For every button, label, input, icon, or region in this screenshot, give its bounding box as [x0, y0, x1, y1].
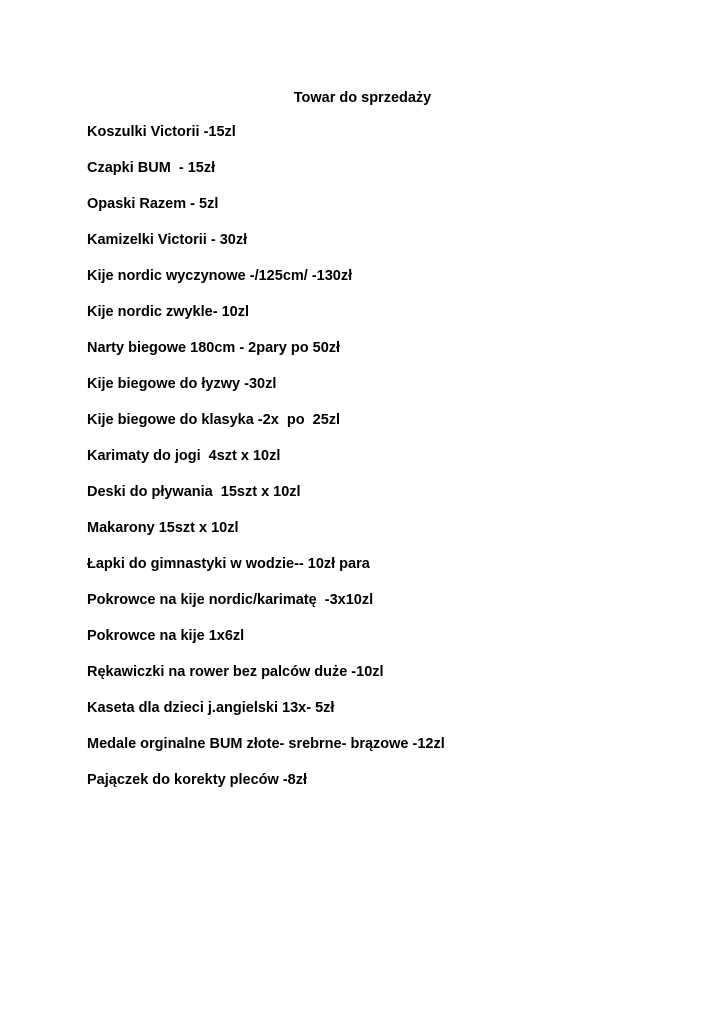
list-item: Kaseta dla dzieci j.angielski 13x- 5zł: [87, 700, 335, 716]
list-item: Kije nordic zwykle- 10zl: [87, 304, 249, 320]
list-item: Rękawiczki na rower bez palców duże -10zl: [87, 664, 384, 680]
list-item: Deski do pływania 15szt x 10zl: [87, 484, 301, 500]
list-item: Pokrowce na kije nordic/karimatę -3x10zl: [87, 592, 374, 608]
list-item: Czapki BUM - 15zł: [87, 160, 216, 176]
list-item: Opaski Razem - 5zl: [87, 196, 219, 212]
list-item: Karimaty do jogi 4szt x 10zl: [87, 448, 281, 464]
list-item: Pokrowce na kije 1x6zl: [87, 628, 245, 644]
list-item: Narty biegowe 180cm - 2pary po 50zł: [87, 340, 341, 356]
list-item: Pajączek do korekty pleców -8zł: [87, 772, 308, 788]
list-item: Kije biegowe do łyzwy -30zl: [87, 376, 277, 392]
list-item: Makarony 15szt x 10zl: [87, 520, 239, 536]
list-item: Koszulki Victorii -15zl: [87, 124, 236, 140]
item-list: [87, 122, 445, 806]
document-title: Towar do sprzedaży: [293, 90, 432, 106]
list-item: Medale orginalne BUM złote- srebrne- brązowe -12zl: [87, 736, 445, 752]
list-item: Kamizelki Victorii - 30zł: [87, 232, 248, 248]
list-item: Łapki do gimnastyki w wodzie-- 10zł para: [87, 556, 370, 572]
list-item: Kije biegowe do klasyka -2x po 25zl: [87, 412, 341, 428]
list-item: Kije nordic wyczynowe -/125cm/ -130zł: [87, 268, 353, 284]
